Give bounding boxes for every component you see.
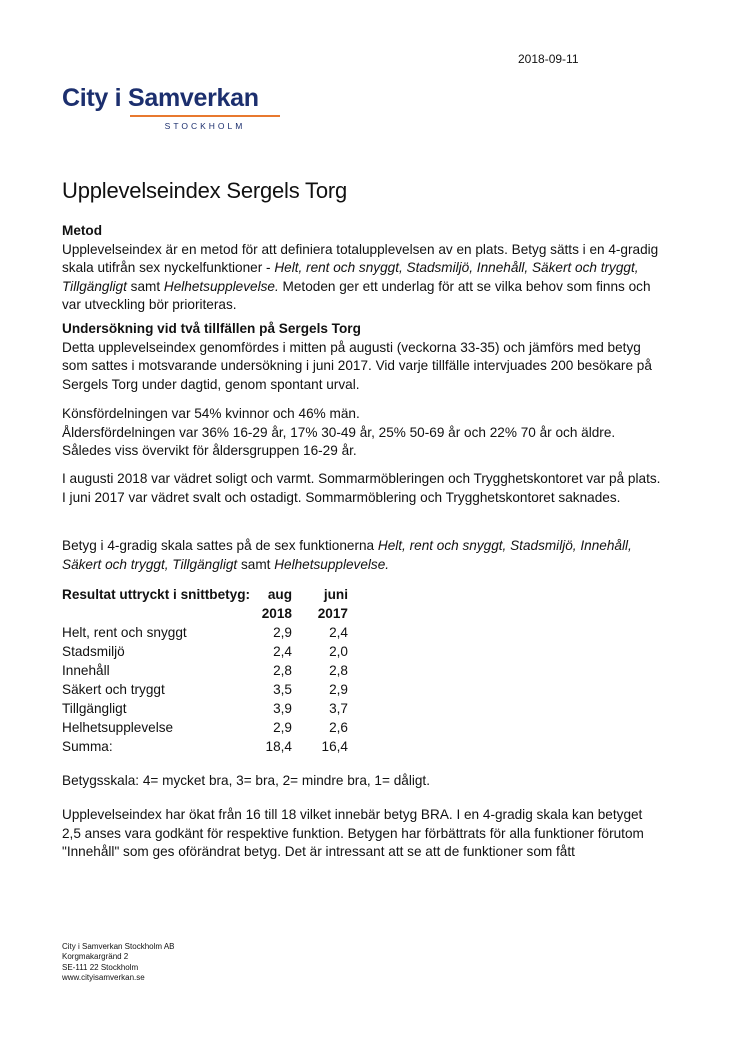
page-title: Upplevelseindex Sergels Torg [62,178,348,203]
row-jun: 3,7 [329,701,348,716]
row-label: Stadsmiljö [62,644,125,659]
metod-text-3: Metoden ger ett underlag för att se vilka behov som finns och var utveckling bör prioriteras. [62,278,651,313]
gender-distribution: Könsfördelningen var 54% kvinnor och 46% män. [62,406,360,421]
document-date: 2018-09-11 [518,52,579,66]
row-aug: 18,4 [265,739,292,754]
table-row [62,718,348,737]
conclusion-paragraph: Upplevelseindex har ökat från 16 till 18 vilket innebär betyg BRA. I en 4-gradig skala kan betyget 2,5 anses vara godkänt för respektive funktion. Betygen har förbättrats för alla funktioner förutom "Innehåll" som ges oförändrat betyg. Det är intressant att se att de funktioner som fått [62,807,644,860]
row-jun: 2,4 [329,625,348,640]
metod-text-2: samt [126,278,164,294]
row-aug: 3,9 [273,701,292,716]
row-label: Summa: [62,739,113,754]
row-label: Innehåll [62,663,110,678]
footer-website: www.cityisamverkan.se [62,973,145,983]
age-note: Således viss övervikt för åldersgruppen 16-29 år. [62,443,357,459]
col-aug-label: aug [267,587,292,602]
row-aug: 2,9 [273,625,292,640]
table-row [62,661,348,680]
footer-company: City i Samverkan Stockholm AB [62,942,175,951]
demographics-section [62,405,662,461]
table-row [62,699,348,718]
weather-paragraph: I augusti 2018 var vädret soligt och varmt. Sommarmöbleringen och Trygghetskontoret var på plats. I juni 2017 var vädret svalt och ostadigt. Sommarmöblering och Trygghetskontoret saknades. [62,471,661,505]
row-jun: 16,4 [321,739,348,754]
logo-name: City i Samverkan [62,84,259,112]
metod-heading: Metod [62,223,103,238]
row-aug: 2,9 [273,720,292,735]
metod-paragraph [62,241,662,315]
footer-address [62,942,174,984]
survey-heading: Undersökning vid två tillfällen på Sergels Torg [62,321,361,336]
row-aug: 2,4 [273,644,292,659]
functions-text-2: samt [237,556,275,572]
metod-overall: Helhetsupplevelse. [163,278,279,294]
functions-list: Helt, rent och snyggt, Stadsmiljö, Innehåll, Säkert och tryggt, Tillgängligt [62,538,632,572]
col-jun-year: 2017 [317,606,348,621]
col-jun-label: juni [323,587,348,602]
table-row [62,642,348,661]
functions-overall: Helhetsupplevelse. [274,556,390,572]
col-aug-year: 2018 [261,606,292,621]
row-label: Tillgängligt [62,701,127,716]
grading-scale: Betygsskala: 4= mycket bra, 3= bra, 2= mindre bra, 1= dåligt. [62,773,430,788]
table-heading: Resultat uttryckt i snittbetyg: [62,587,251,602]
survey-section [62,320,662,394]
table-header-row [62,585,348,604]
results-table [62,585,348,756]
functions-paragraph [62,537,662,574]
row-label: Säkert och tryggt [62,682,165,697]
functions-text-1: Betyg i 4-gradig skala sattes på de sex funktionerna [62,538,378,553]
row-label: Helhetsupplevelse [62,720,174,735]
row-aug: 3,5 [273,682,292,697]
logo-underline [130,115,280,117]
row-jun: 2,8 [329,663,348,678]
row-aug: 2,8 [273,663,292,678]
row-jun: 2,9 [329,682,348,697]
table-row [62,623,348,642]
logo-subtitle: STOCKHOLM [164,121,246,131]
footer-street: Korgmakargränd 2 [62,952,129,962]
row-label: Helt, rent och snyggt [62,625,187,640]
table-row-total [62,737,348,756]
row-jun: 2,6 [329,720,348,735]
footer-city: SE-111 22 Stockholm [62,962,139,972]
city-i-samverkan-logo [62,84,259,131]
metod-text-1: Upplevelseindex är en metod för att definiera totalupplevelsen av en plats. Betyg sätts i en 4-gradig skala utifrån sex nyckelfunktioner - [62,241,659,276]
row-jun: 2,0 [329,644,348,659]
table-header-row-2 [62,604,348,623]
metod-functions: Helt, rent och snyggt, Stadsmiljö, Innehåll, Säkert och tryggt, Tillgängligt [62,260,639,294]
age-distribution: Åldersfördelningen var 36% 16-29 år, 17% 30-49 år, 25% 50-69 år och 22% 70 år och äldre. [62,424,616,440]
survey-paragraph-1: Detta upplevelseindex genomfördes i mitten på augusti (veckorna 33-35) och jämförs med betyg som sattes i motsvarande undersökning i juni 2017. Vid varje tillfälle intervjuades 200 besökare på Sergels Torg under dagtid, genom spontant urval. [62,339,652,392]
metod-section [62,222,662,315]
table-row [62,680,348,699]
